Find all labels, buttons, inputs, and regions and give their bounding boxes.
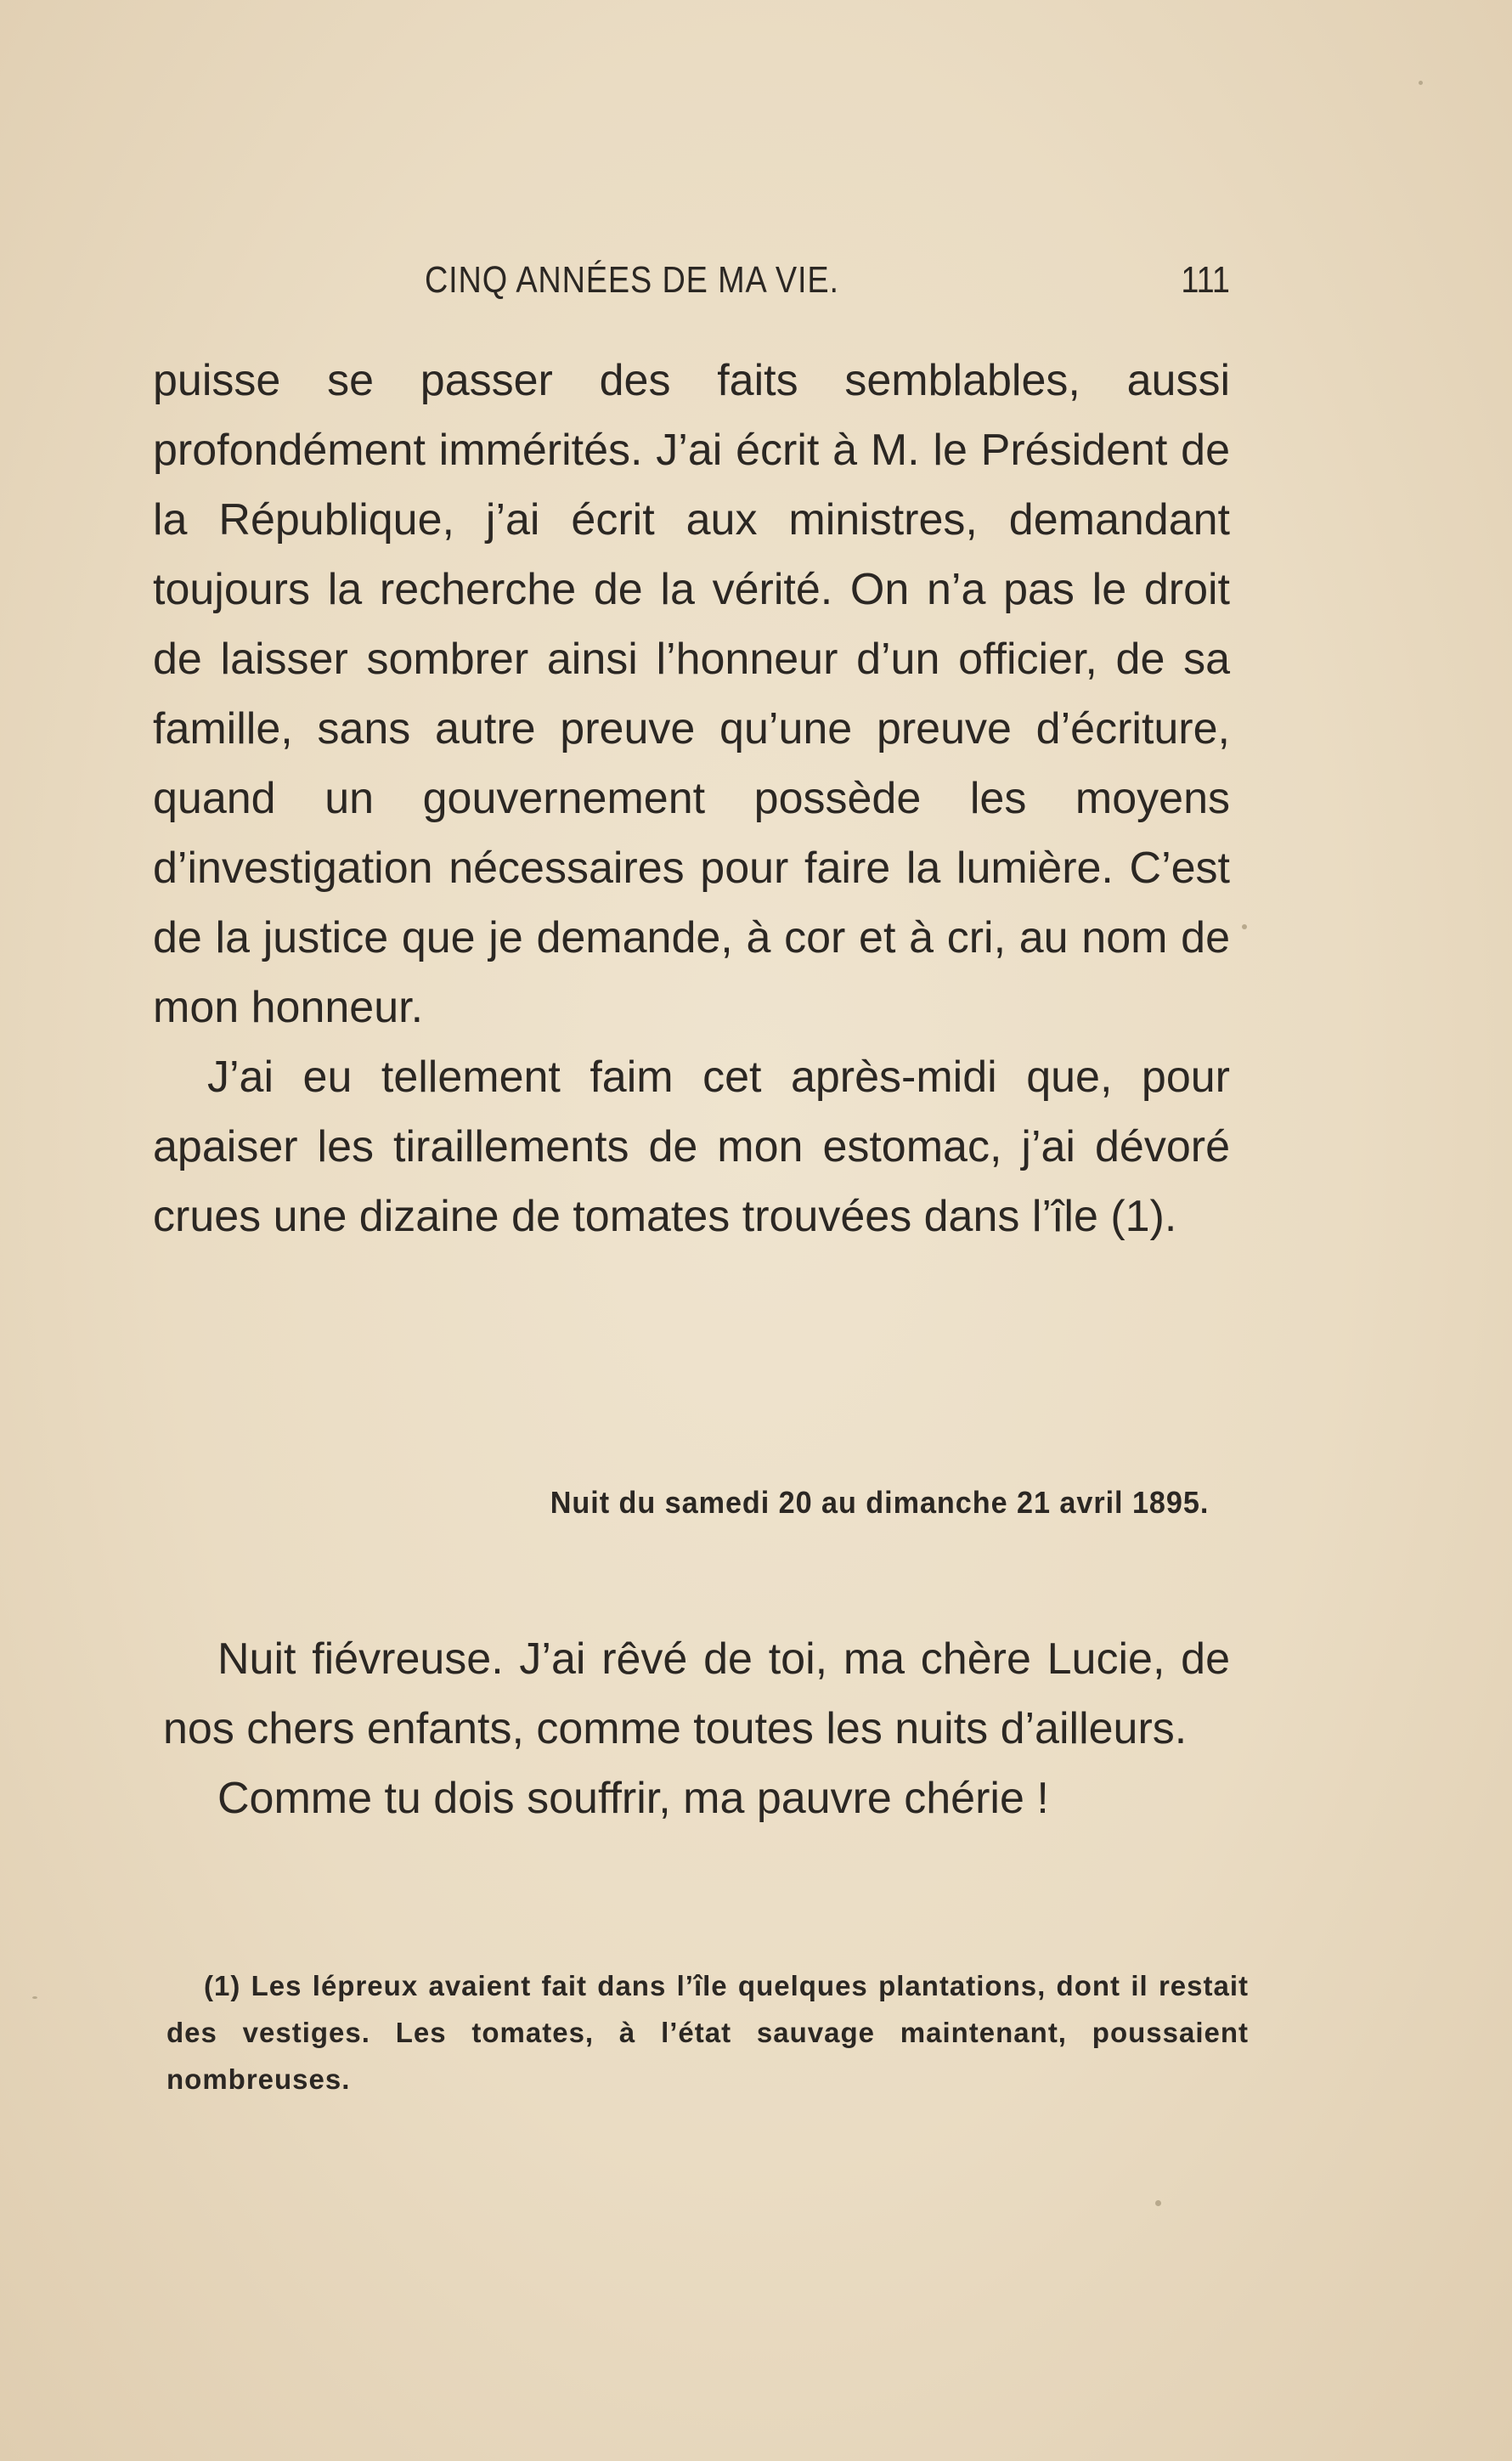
paragraph-continuation: puisse se passer des faits semblables, aussi profondément immérités. J’ai écrit à M. le Président de la République, j’ai écrit aux ministres, demandant toujours la recherche de la vérité. On n’a pas le droit de laisser sombrer ainsi l’honneur d’un officier, de sa famille, sans autre preuve qu’une preuve d’écriture, quand un gouvernement possède les moyens d’investigation nécessaires pour faire la lumière. C’est de la justice que je demande, à cor et à cri, au nom de mon honneur.: [153, 356, 1230, 1032]
paper-speck: [32, 1996, 37, 1999]
paragraph-suffering: Comme tu dois souffrir, ma pauvre chérie !: [217, 1774, 1049, 1823]
running-title: CINQ ANNÉES DE MA VIE.: [425, 259, 839, 301]
paper-speck: [1155, 2200, 1161, 2206]
paper-speck: [1419, 81, 1423, 85]
entry-text: [163, 1624, 1230, 1833]
body-text: [153, 346, 1230, 1251]
paragraph-tomatoes: J’ai eu tellement faim cet après-midi que, pour apaiser les tiraillements de mon estomac, j’ai dévoré crues une dizaine de tomates trouvées dans l’île (1).: [153, 1053, 1230, 1241]
paper-speck: [1242, 924, 1247, 929]
page-header: [153, 259, 1230, 310]
entry-dateline: Nuit du samedi 20 au dimanche 21 avril 1895.: [550, 1485, 1210, 1520]
page-number: 111: [1181, 259, 1230, 301]
footnote: (1) Les lépreux avaient fait dans l’île quelques plantations, dont il restait des vestiges. Les tomates, à l’état sauvage maintenant, poussaient nombreuses.: [166, 1970, 1249, 2095]
paragraph-feverish-night: Nuit fiévreuse. J’ai rêvé de toi, ma chère Lucie, de nos chers enfants, comme toutes les nuits d’ailleurs.: [163, 1634, 1230, 1753]
